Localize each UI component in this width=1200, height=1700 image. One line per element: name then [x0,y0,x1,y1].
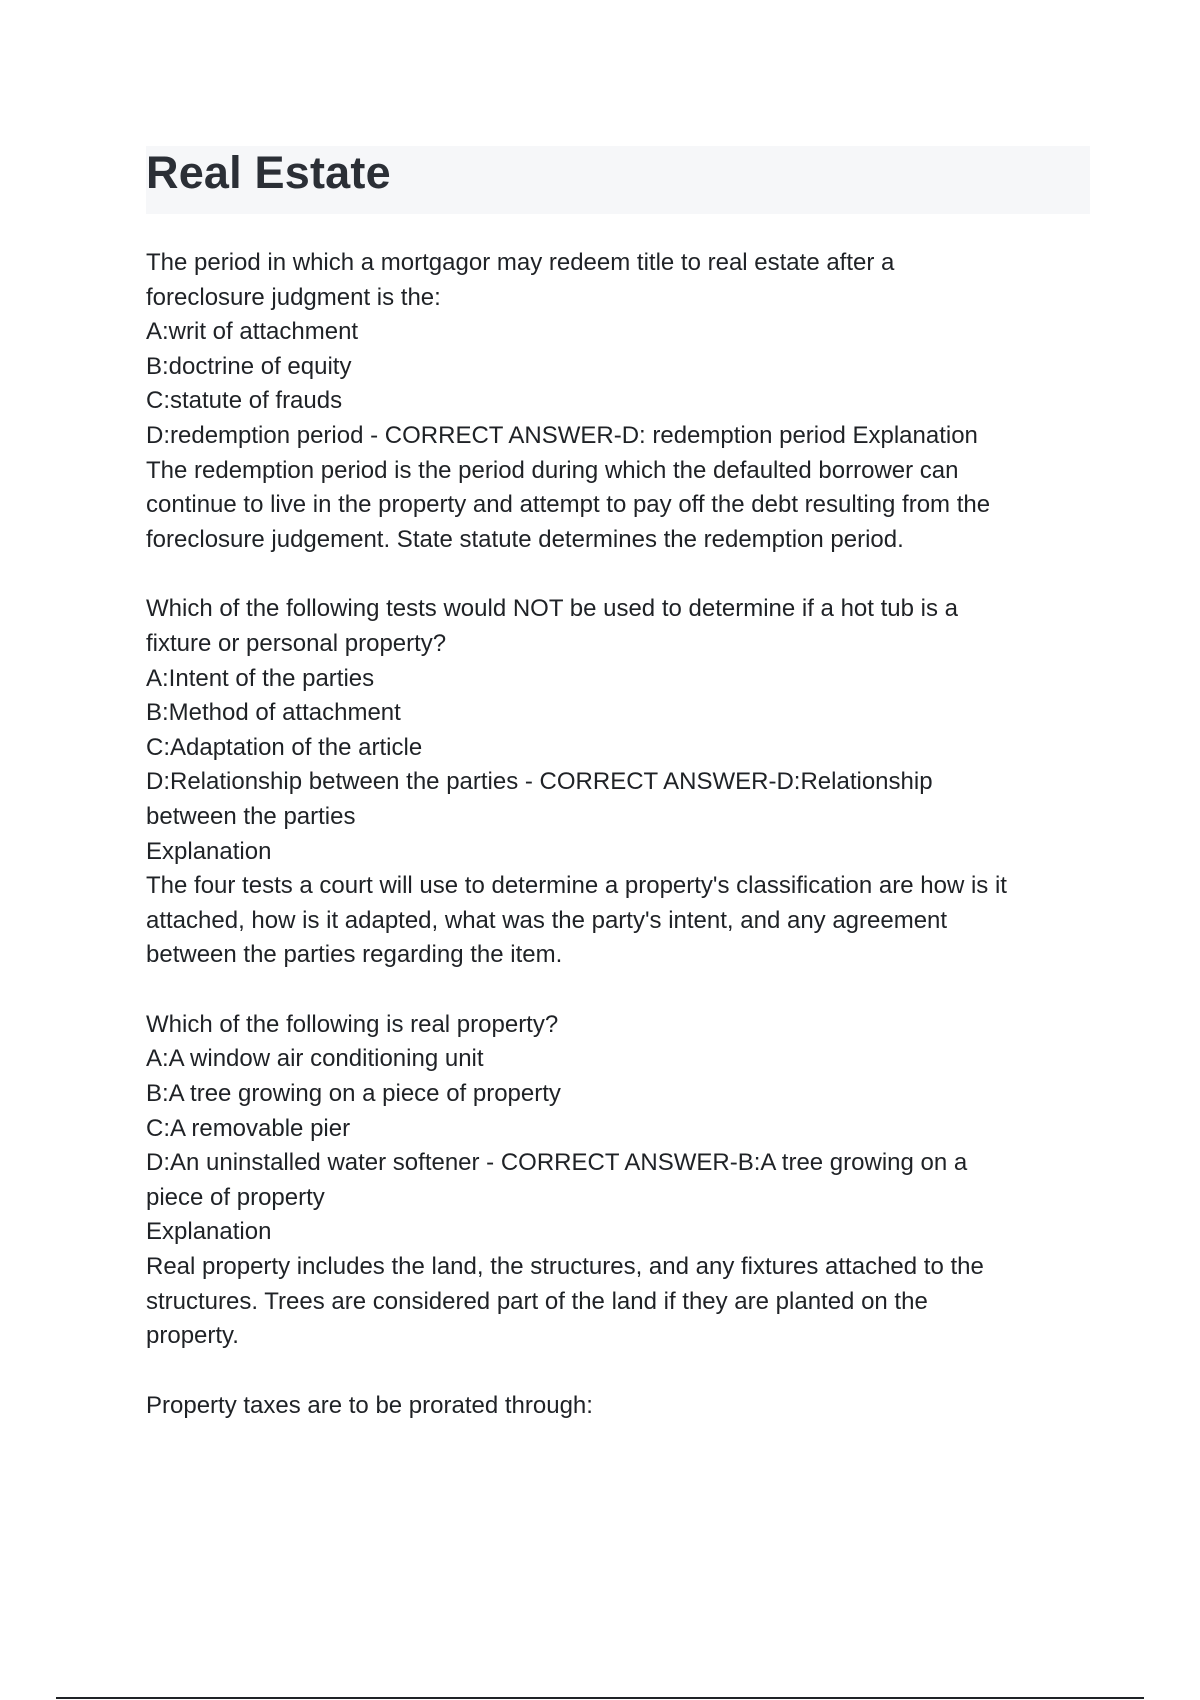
page-title: Real Estate [146,147,391,198]
question-block-4 [146,1389,1096,1424]
question-1-option-d-answer: D:redemption period - CORRECT ANSWER-D: redemption period Explanation [146,421,978,449]
question-4-line-1: Property taxes are to be prorated through: [146,1391,593,1419]
question-1-option-b: B:doctrine of equity [146,352,352,380]
question-2-explanation-line-3: between the parties regarding the item. [146,941,563,969]
question-1-explanation-line-1: The redemption period is the period during which the defaulted borrower can [146,456,959,484]
question-block-2 [146,592,1096,973]
question-2-explanation-line-2: attached, how is it adapted, what was the party's intent, and any agreement [146,906,948,934]
question-2-explanation-label: Explanation [146,837,272,865]
question-3-line-1: Which of the following is real property? [146,1010,559,1038]
page-bottom-divider [56,1697,1144,1699]
question-3-option-d-answer: D:An uninstalled water softener - CORRECT ANSWER-B:A tree growing on a [146,1149,968,1177]
question-2-explanation-line-1: The four tests a court will use to determine a property's classification are how is it [146,872,1007,900]
question-list [146,246,1096,1458]
question-1-explanation-line-2: continue to live in the property and attempt to pay off the debt resulting from the [146,491,991,519]
question-3-option-c: C:A removable pier [146,1114,351,1142]
question-2-option-d-answer: D:Relationship between the parties - CORRECT ANSWER-D:Relationship [146,768,933,796]
question-1-explanation-line-3: foreclosure judgement. State statute determines the redemption period. [146,525,904,553]
question-1-option-c: C:statute of frauds [146,387,343,415]
question-block-3 [146,1008,1096,1354]
question-2-line-1: Which of the following tests would NOT be used to determine if a hot tub is a [146,595,958,623]
question-3-explanation-line-1: Real property includes the land, the structures, and any fixtures attached to the [146,1253,984,1281]
question-2-line-2: fixture or personal property? [146,629,447,657]
question-3-explanation-line-3: property. [146,1322,239,1350]
question-3-explanation-label: Explanation [146,1218,272,1246]
question-2-option-b: B:Method of attachment [146,699,401,727]
question-3-option-a: A:A window air conditioning unit [146,1045,484,1073]
question-3-option-b: B:A tree growing on a piece of property [146,1080,561,1108]
question-block-1 [146,246,1096,557]
question-1-line-2: foreclosure judgment is the: [146,283,441,311]
question-2-option-c: C:Adaptation of the article [146,733,423,761]
question-2-answer-continued: between the parties [146,802,356,830]
question-1-line-1: The period in which a mortgagor may redeem title to real estate after a [146,249,895,276]
question-1-option-a: A:writ of attachment [146,318,359,346]
question-3-explanation-line-2: structures. Trees are considered part of the land if they are planted on the [146,1287,928,1315]
question-3-answer-continued: piece of property [146,1183,325,1211]
question-2-option-a: A:Intent of the parties [146,664,375,692]
